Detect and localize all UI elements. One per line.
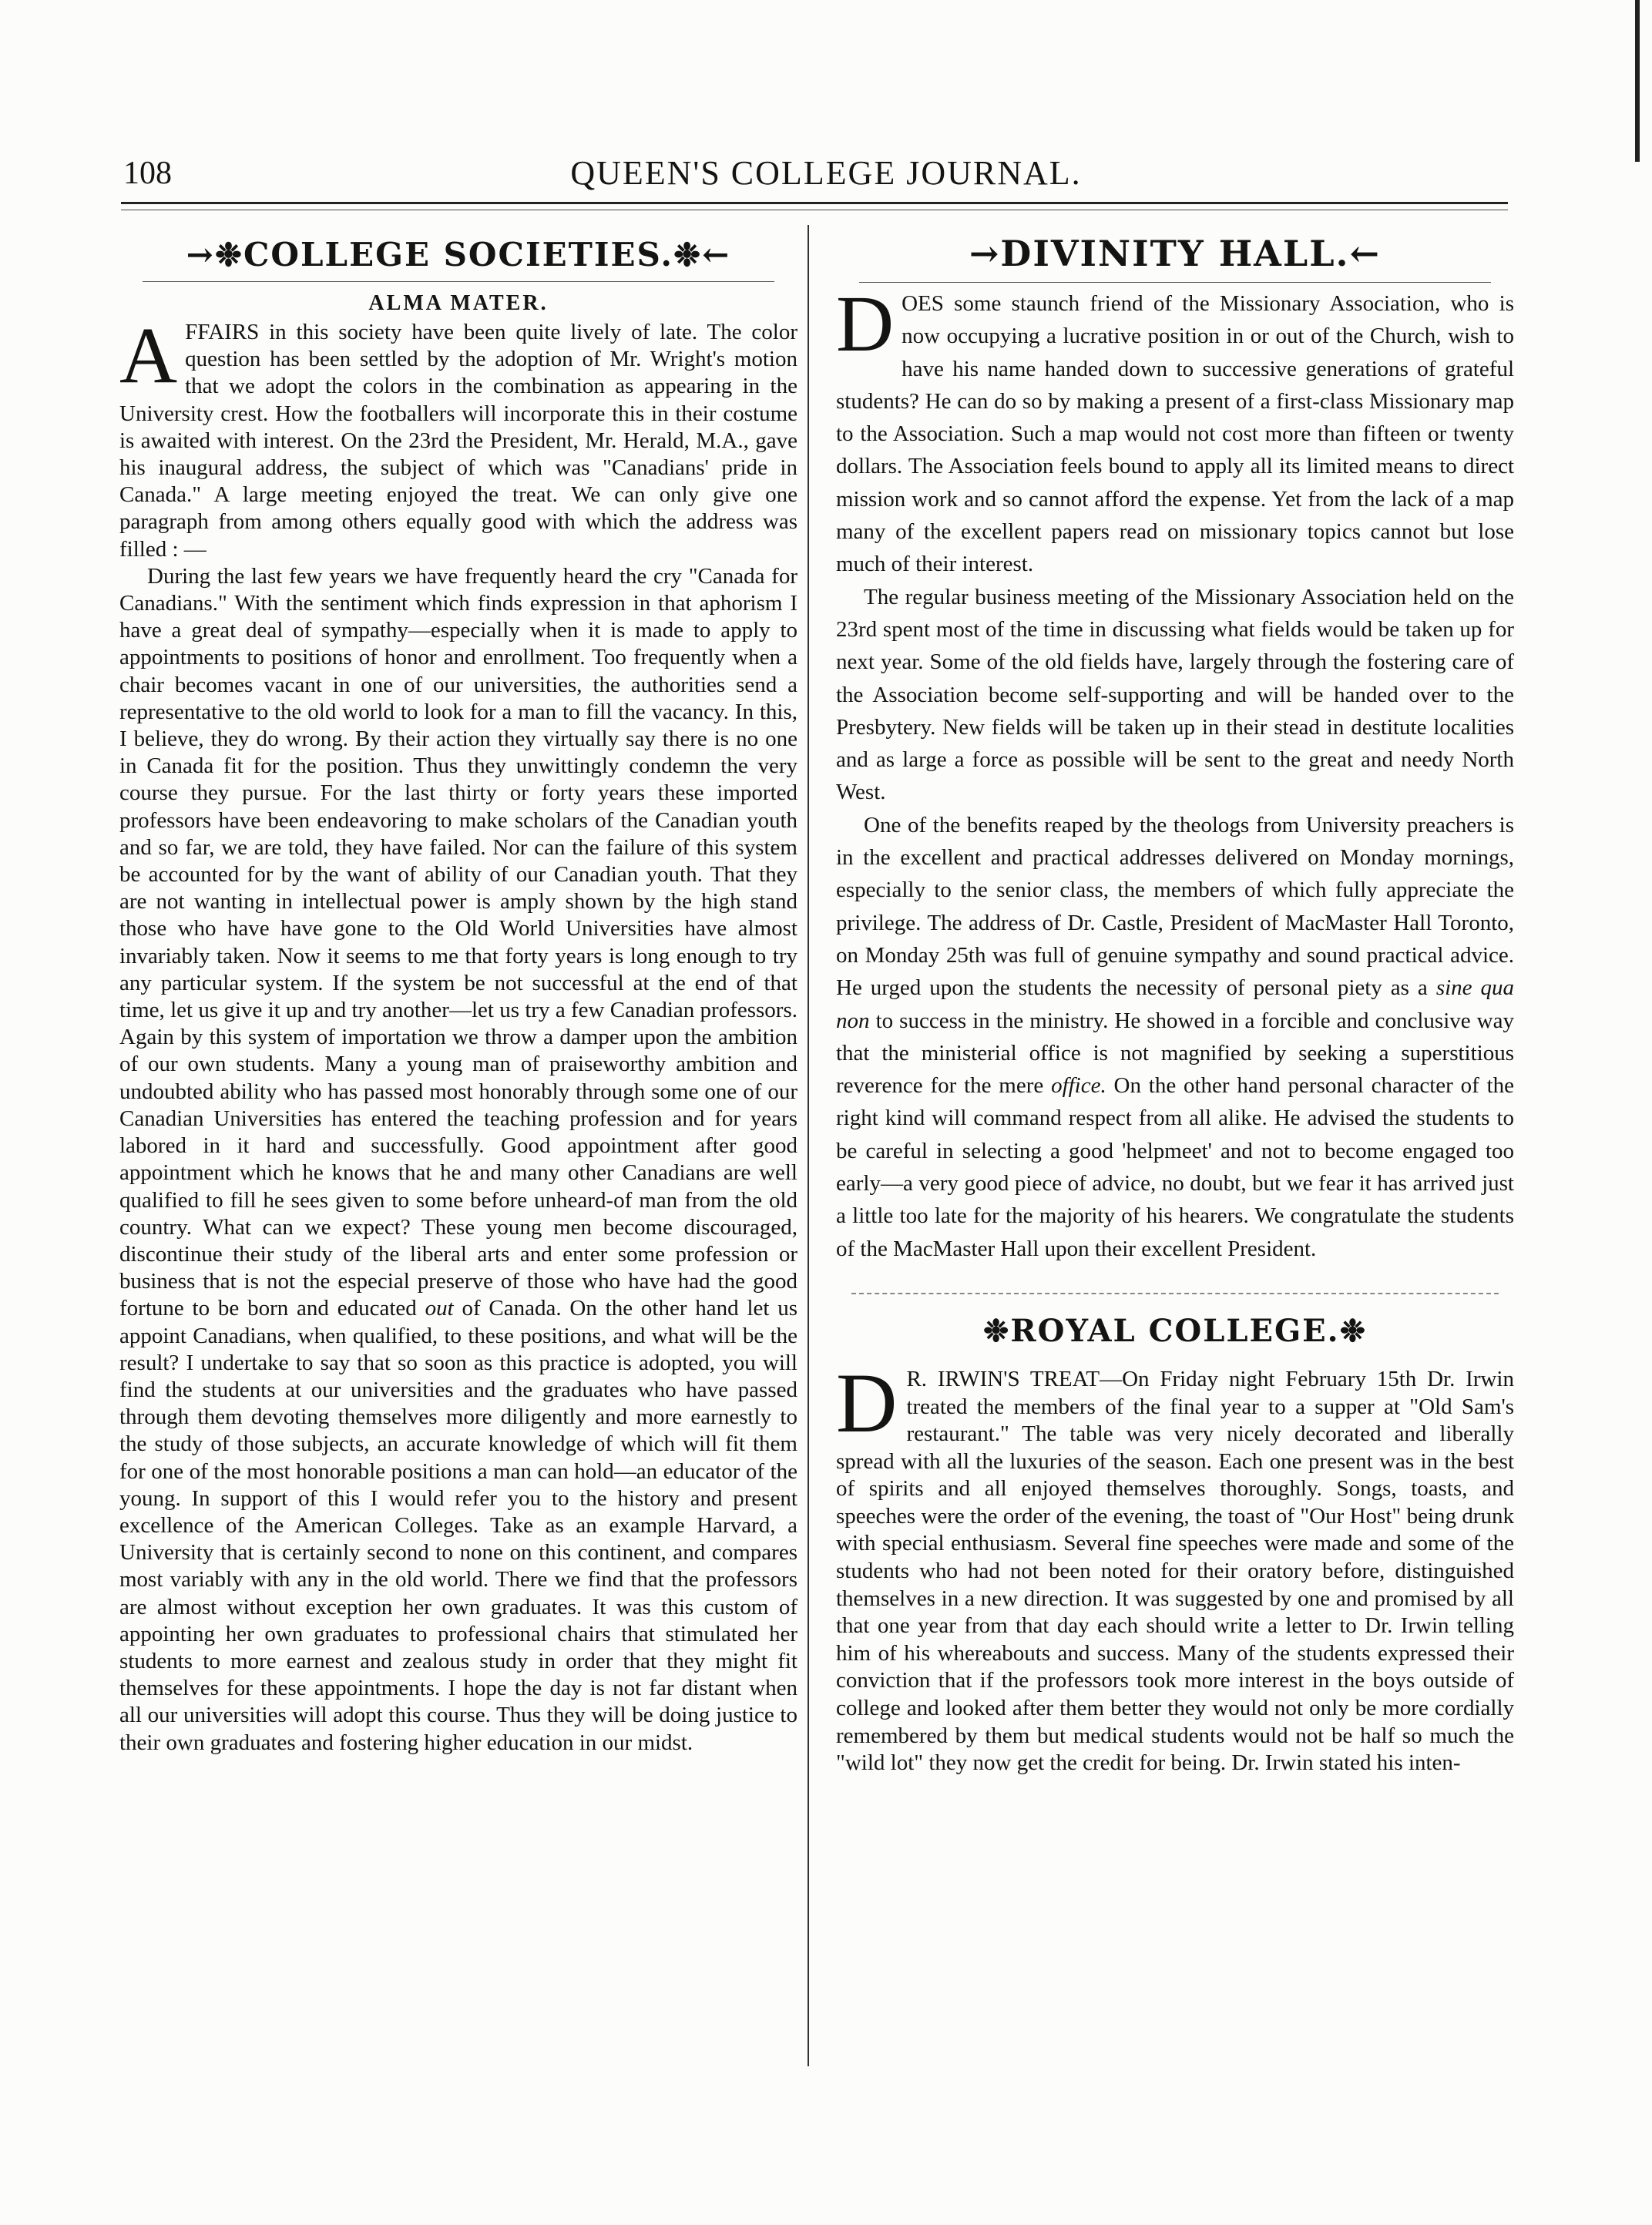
drop-cap: D: [836, 280, 895, 368]
divinity-hall-article: [836, 280, 1515, 1265]
article-paragraph: AFFAIRS in this society have been quite lively of late. The color question has been settled by the adoption of Mr. Wright's motion that we adopt the colors in the combination as appearing in the University crest. How the footballers will incorporate this in their costume is awaited with interest. On the 23rd the President, Mr. Herald, M.A., gave his inaugural address, the subject of which was "Canadians' pride in Canada." A large meeting enjoyed the treat. We can only give one paragraph from among others equally good with which the address was filled : —: [119, 311, 797, 562]
article-paragraph: D R. IRWIN'S TREAT—On Friday night February 15th Dr. Irwin treated the members of the final year to a supper at "Old Sam's restaurant." The table was very nicely decorated and liberally spread with all the luxuries of the season. Each one present was in the best of spirits and all enjoyed themselves thoroughly. Songs, toasts, and speeches were the order of the evening, the toast of "Our Host" being drunk with special enthusiasm. Several fine speeches were made and some of the students who had not been noted for their oratory before, distinguished themselves in a new direction. It was suggested by one and promised by all that one year from that day each should write a letter to Dr. Irwin telling him of his whereabouts and success. Many of the students expressed their conviction that if the professors took more interest in the boys outside of college and looked after them better they would not only be more cordially remembered by them but medical students would not be half so much the "wild lot" they now get the credit for being. Dr. Irwin stated his inten-: [836, 1355, 1514, 1776]
college-societies-heading: →❉COLLEGE SOCIETIES.❉←: [186, 236, 731, 274]
page-header: [0, 150, 1652, 196]
heading-rule: [859, 282, 1491, 283]
journal-title: QUEEN'S COLLEGE JOURNAL.: [570, 154, 1082, 192]
column-divider: [808, 225, 809, 2066]
header-rule-thick: [121, 202, 1508, 204]
alma-mater-subheading: ALMA MATER.: [368, 291, 549, 315]
royal-college-article: [836, 1355, 1514, 1777]
article-paragraph: DOES some staunch friend of the Missionary Association, who is now occupying a lucrative position in or out of the Church, wish to have his name handed down to successive generations of grateful students? He can do so by making a present of a first-class Missionary map to the Association. Such a map would not cost more than fifteen or twenty dollars. The Association feels bound to apply all its limited means to direct mission work and so cannot afford the expense. Yet from the lack of a map many of the excellent papers read on missionary topics cannot but lose much of their interest.: [836, 280, 1514, 577]
left-column: [119, 231, 797, 1757]
drop-cap: D: [836, 1355, 898, 1450]
margin-scan-mark: [1635, 0, 1640, 162]
article-paragraph: During the last few years we have frequently heard the cry "Canada for Canadians." With the sentiment which finds expression in that aphorism I have a great deal of sympathy—especially when it is made to apply to appointments to positions of honor and enrollment. Too frequently when a chair becomes vacant in one of our universities, the authorities send a representative to the old world to look for a man to fill the vacancy. In this, I believe, they do wrong. By their action they virtually say there is no one in Canada fit for the position. Thus they unwittingly condemn the very course they pursue. For the last thirty or forty years these imported professors have been endeavoring to make scholars of the Canadian youth and so far, we are told, they have failed. Nor can the failure of this system be accounted for by the want of ability of our Canadian youth. That they are not wanting in intellectual power is amply shown by the high stand those who have have gone to the Old World Universities have almost invariably taken. Now it seems to me that forty years is long enough to try any particular system. If the system be not successful at the end of that time, let us give it up and try another—let us try a few Canadian professors. Again by this system of importation we throw a damper upon the ambition of our own students. Many a young man of praiseworthy ambition and undoubted ability who has passed most honorably through some one of our Canadian Universities has entered the teaching profession and for years labored in it hard and successfully. Good appointment after good appointment which he knows that he and many other Canadians are well qualified to fill he sees given to some before unheard-of man from the old country. What can we expect? These young men become discouraged, discontinue their study of the liberal arts and enter some profession or business that is not the especial preserve of those who have had the good fortune to be born and educated out of Canada. On the other hand let us appoint Canadians, when qualified, to these positions, and what will be the result? I undertake to say that so soon as this practice is adopted, you will find the students at our universities and the graduates who have passed through them devoting themselves more diligently and more earnestly to the study of those subjects, an accurate knowledge of which will fit them for one of the most honorable positions a man can hold—an educator of the young. In support of this I would refer you to the history and present excellence of the American Colleges. Take as an example Harvard, a University that is certainly second to none on this continent, and compares most variably with any in the old world. There we find that the professors are almost without exception her own graduates. It was this custom of appointing her own graduates to professional chairs that stimulated her students to more earnest and zealous study in order that they might fit themselves for these appointments. I hope the day is not far distant when all our universities will adopt this course. Thus they will be doing justice to their own graduates and fostering higher education in our midst.: [119, 563, 798, 1755]
alma-mater-article: [119, 311, 798, 1757]
article-paragraph: The regular business meeting of the Missionary Association held on the 23rd spent most of the time in discussing what fields would be taken up for next year. Some of the old fields have, largely through the fostering care of the Association become self-supporting and will be handed over to the Presbytery. New fields will be taken up in their stead in destitute localities and as large a force as possible will be sent to the great and needy North West.: [836, 584, 1514, 805]
drop-cap: A: [119, 311, 178, 400]
page-number: 108: [123, 156, 172, 191]
right-column: [836, 231, 1514, 1777]
royal-college-heading: ❉ROYAL COLLEGE.❉: [982, 1312, 1368, 1349]
section-separator: [851, 1293, 1499, 1294]
heading-rule: [143, 281, 774, 282]
article-paragraph: One of the benefits reaped by the theologs from University preachers is in the excellent and practical addresses delivered on Monday mornings, especially to the senior class, the members of which fully appreciate the privilege. The address of Dr. Castle, President of MacMaster Hall Toronto, on Monday 25th was full of genuine sympathy and sound practical advice. He urged upon the students the necessity of personal piety as a sine qua non to success in the ministry. He showed in a forcible and conclusive way that the ministerial office is not magnified by seeking a superstitious reverence for the mere office. On the other hand personal character of the right kind will command respect from all alike. He advised the students to be careful in selecting a good 'helpmeet' and not to become engaged too early—a very good piece of advice, no doubt, but we fear it has arrived just a little too late for the majority of his hearers. We congratulate the students of the MacMaster Hall upon their excellent President.: [836, 812, 1515, 1261]
divinity-hall-heading: →DIVINITY HALL.←: [969, 233, 1382, 274]
